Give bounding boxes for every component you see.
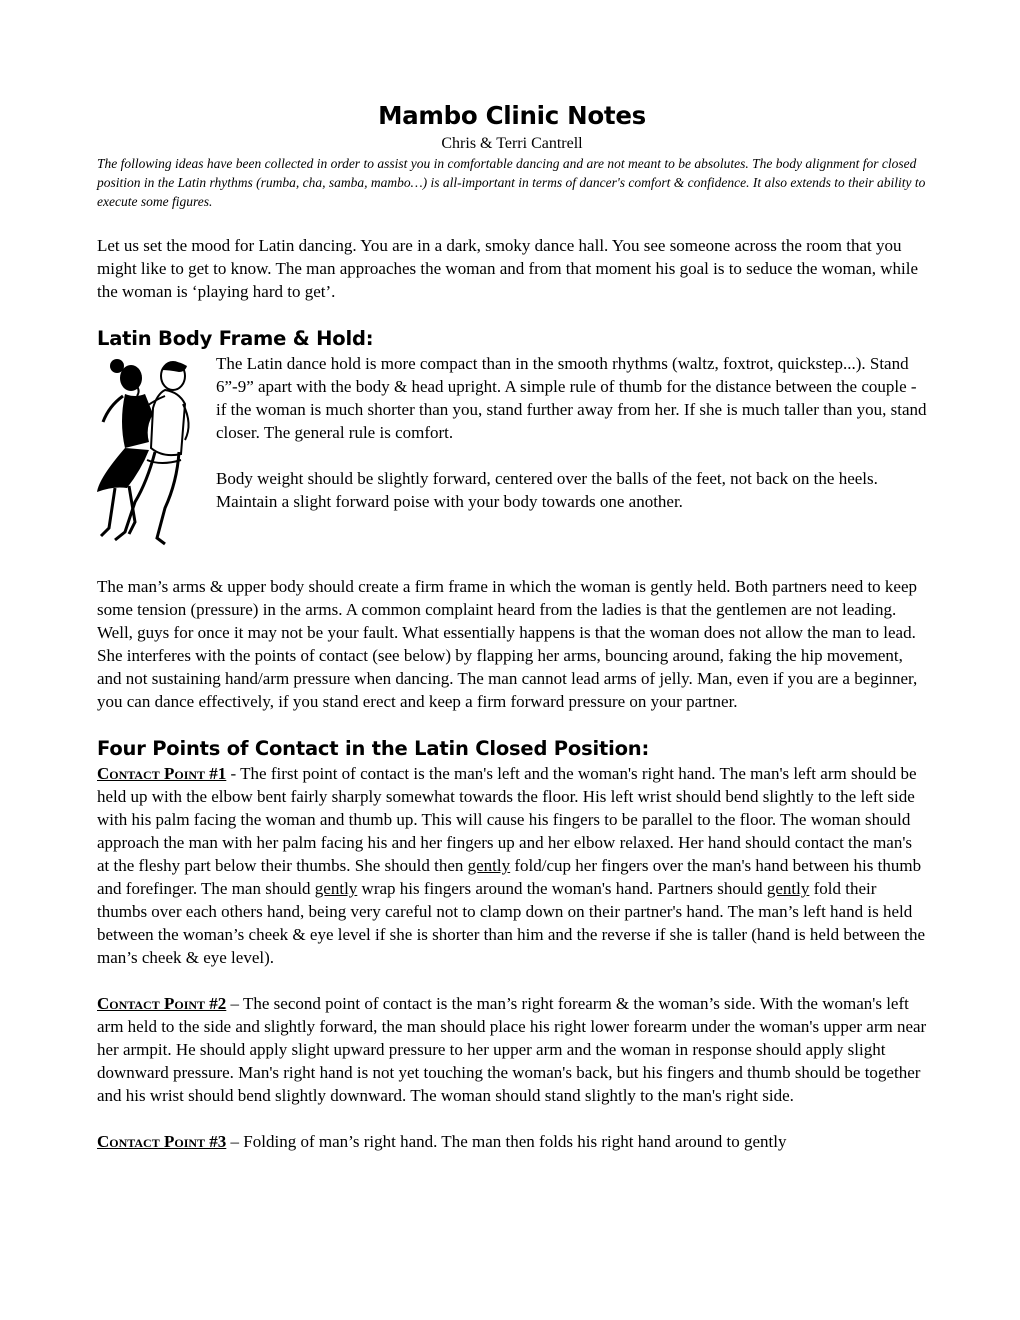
contact-point-1: Contact Point #1 - The first point of contact is the man's left and the woman's right hand. The man's left arm should be held up with the elbow bent fairly sharply somewhat towards the floor. His left wrist should bend slightly to the left side with his palm facing the woman and thumb up. This will cause his fingers to be parallel to the floor. The woman should approach the man with her palm facing his and her fingers up and her elbow relaxed. Her hand should contact the man's at the fleshy part below their thumbs. She should then gently fold/cup her fingers over the man's hand between his thumb and forefinger. The man should gently wrap his fingers around the woman's hand. Partners should gently fold their thumbs over each others hand, being very careful not to clamp down on their partner's hand. The man’s left hand is held between the woman’s cheek & eye level if she is shorter than him and the reverse if she is taller (hand is held between the man’s cheek & eye level). <box>97 764 925 967</box>
contact-heading: Four Points of Contact in the Latin Closed Position: <box>97 737 650 760</box>
mood-paragraph: Let us set the mood for Latin dancing. You are in a dark, smoky dance hall. You see someone across the room that you might like to get to know. The man approaches the woman and from that moment his goal is to seduce the woman, while the woman is ‘playing hard to get’. <box>97 236 919 301</box>
contact-point-2: Contact Point #2 – The second point of contact is the man’s right forearm & the woman’s side. With the woman's left arm held to the side and slightly forward, the man should place his right lower forearm under the woman's upper arm near her armpit. He should apply slight upward pressure to her upper arm and the woman in response should apply slight downward pressure. Man's right hand is not yet touching the woman's back, but his fingers and thumb should be together and his wrist should bend slightly downward. The woman should stand slightly to the man's right side. <box>97 994 927 1105</box>
contact-point-1-label: Contact Point #1 <box>97 764 227 783</box>
frame-paragraph-1: The Latin dance hold is more compact than in the smooth rhythms (waltz, foxtrot, quickstep...). Stand 6”-9” apart with the body & head upright. A simple rule of thumb for the distance between the couple - if the woman is much shorter than you, stand further away from her. If she is much taller than you, stand closer. The general rule is comfort. <box>216 354 927 442</box>
frame-paragraph-2: Body weight should be slightly forward, centered over the balls of the feet, not back on the heels. Maintain a slight forward poise with your body towards one another. <box>216 469 878 511</box>
contact-point-3-label: Contact Point #3 <box>97 1132 227 1151</box>
authors: Chris & Terri Cantrell <box>441 135 583 152</box>
intro-paragraph: The following ideas have been collected in order to assist you in comfortable dancing and are not meant to be absolutes. The body alignment for closed position in the Latin rhythms (rumba, cha, samba, mambo…) is all-important in terms of dancer's comfort & confidence. It also extends to their ability to execute some figures. <box>97 156 926 209</box>
frame-heading: Latin Body Frame & Hold: <box>97 327 374 350</box>
frame-paragraph-3: The man’s arms & upper body should create a firm frame in which the woman is gently held. Both partners need to keep some tension (pressure) in the arms. A common complaint heard from the ladies is that the gentlemen are not leading. Well, guys for once it may not be your fault. What essentially happens is that the woman does not allow the man to lead. She interferes with the points of contact (see below) by flapping her arms, bouncing around, faking the hip movement, and not sustaining hand/arm pressure when dancing. The man cannot lead arms of jelly. Man, even if you are a beginner, you can dance effectively, if you stand erect and keep a firm forward pressure on your partner. <box>97 577 918 711</box>
page-title: Mambo Clinic Notes <box>378 101 646 130</box>
contact-point-2-label: Contact Point #2 <box>97 994 227 1013</box>
frame-section <box>97 352 927 552</box>
document-page <box>97 98 927 1153</box>
contact-point-3: Contact Point #3 – Folding of man’s right hand. The man then folds his right hand around to gently <box>97 1132 787 1151</box>
dancing-couple-illustration <box>95 356 205 552</box>
